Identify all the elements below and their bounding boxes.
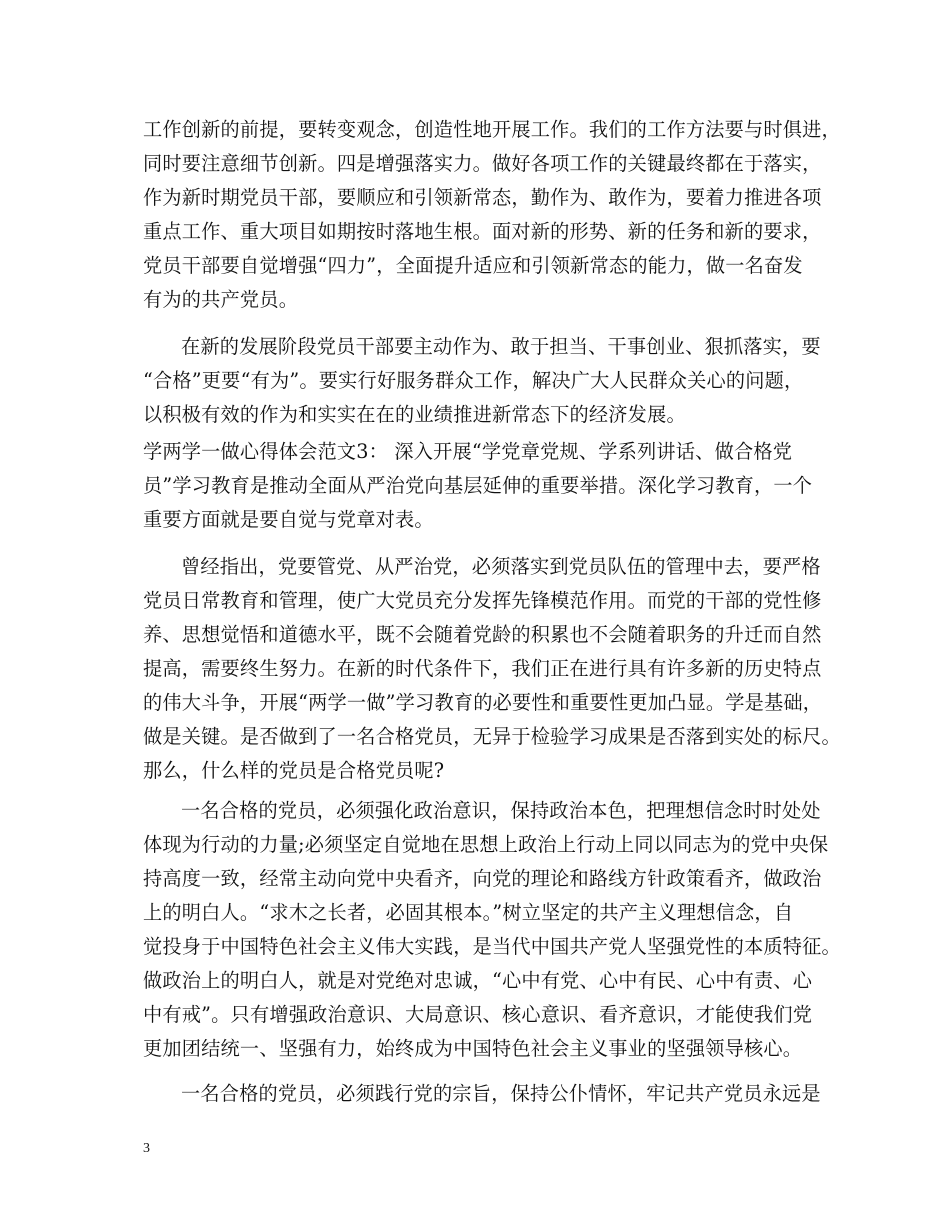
- text-line: 那么，什么样的党员是合格党员呢?: [143, 759, 445, 782]
- text-line: 养、思想觉悟和道德水平，既不会随着党龄的积累也不会随着职务的升迁而自然: [143, 623, 822, 646]
- text-line: 工作创新的前提，要转变观念，创造性地开展工作。我们的工作方法要与时俱进，: [143, 118, 841, 141]
- text-line: 中有戒”。只有增强政治意识、大局意识、核心意识、看齐意识，才能使我们党: [143, 1003, 813, 1026]
- text-line: 一名合格的党员，必须践行党的宗旨，保持公仆情怀，牢记共产党员永远是: [181, 1082, 821, 1105]
- text-line: 重点工作、重大项目如期按时落地生根。面对新的形势、新的任务和新的要求，: [143, 220, 822, 243]
- text-line: 做政治上的明白人，就是对党绝对忠诚，“心中有党、心中有民、心中有责、心: [143, 969, 813, 992]
- text-line: 学两学一做心得体会范文3： 深入开展“学党章党规、学系列讲话、做合格党: [143, 440, 793, 463]
- text-line: 作为新时期党员干部，要顺应和引领新常态，勤作为、敢作为，要着力推进各项: [143, 186, 822, 209]
- text-line: 一名合格的党员，必须强化政治意识，保持政治本色，把理想信念时时处处: [181, 799, 821, 822]
- text-line: 体现为行动的力量;必须坚定自觉地在思想上政治上行动上同以同志为的党中央保: [143, 833, 829, 856]
- text-line: 以积极有效的作为和实实在在的业绩推进新常态下的经济发展。: [143, 403, 686, 426]
- text-line: 在新的发展阶段党员干部要主动作为、敢于担当、干事创业、狠抓落实，要: [181, 335, 821, 358]
- text-line: 做是关键。是否做到了一名合格党员，无异于检验学习成果是否落到实处的标尺。: [143, 725, 841, 748]
- text-line: 觉投身于中国特色社会主义伟大实践，是当代中国共产党人坚强党性的本质特征。: [143, 935, 841, 958]
- text-line: 员”学习教育是推动全面从严治党向基层延伸的重要举措。深化学习教育，一个: [143, 474, 813, 497]
- text-line: 提高，需要终生努力。在新的时代条件下，我们正在进行具有许多新的历史特点: [143, 657, 822, 680]
- text-line: 党员日常教育和管理，使广大党员充分发挥先锋模范作用。而党的干部的党性修: [143, 589, 822, 612]
- text-line: 上的明白人。“求木之长者，必固其根本。”树立坚定的共产主义理想信念，自: [143, 901, 794, 924]
- text-line: 持高度一致，经常主动向党中央看齐，向党的理论和路线方针政策看齐，做政治: [143, 867, 822, 890]
- page-number: 3: [143, 1141, 150, 1156]
- text-line: 同时要注意细节创新。四是增强落实力。做好各项工作的关键最终都在于落实，: [143, 152, 822, 175]
- text-line: 有为的共产党员。: [143, 288, 299, 311]
- text-line: “合格”更要“有为”。要实行好服务群众工作，解决广大人民群众关心的问题，: [143, 369, 804, 392]
- text-line: 的伟大斗争，开展“两学一做”学习教育的必要性和重要性更加凸显。学是基础，: [143, 691, 823, 714]
- text-line: 重要方面就是要自觉与党章对表。: [143, 508, 434, 531]
- text-line: 党员干部要自觉增强“四力”，全面提升适应和引领新常态的能力，做一名奋发: [143, 254, 803, 277]
- text-line: 曾经指出，党要管党、从严治党，必须落实到党员队伍的管理中去，要严格: [181, 555, 821, 578]
- text-line: 更加团结统一、坚强有力，始终成为中国特色社会主义事业的坚强领导核心。: [143, 1037, 803, 1060]
